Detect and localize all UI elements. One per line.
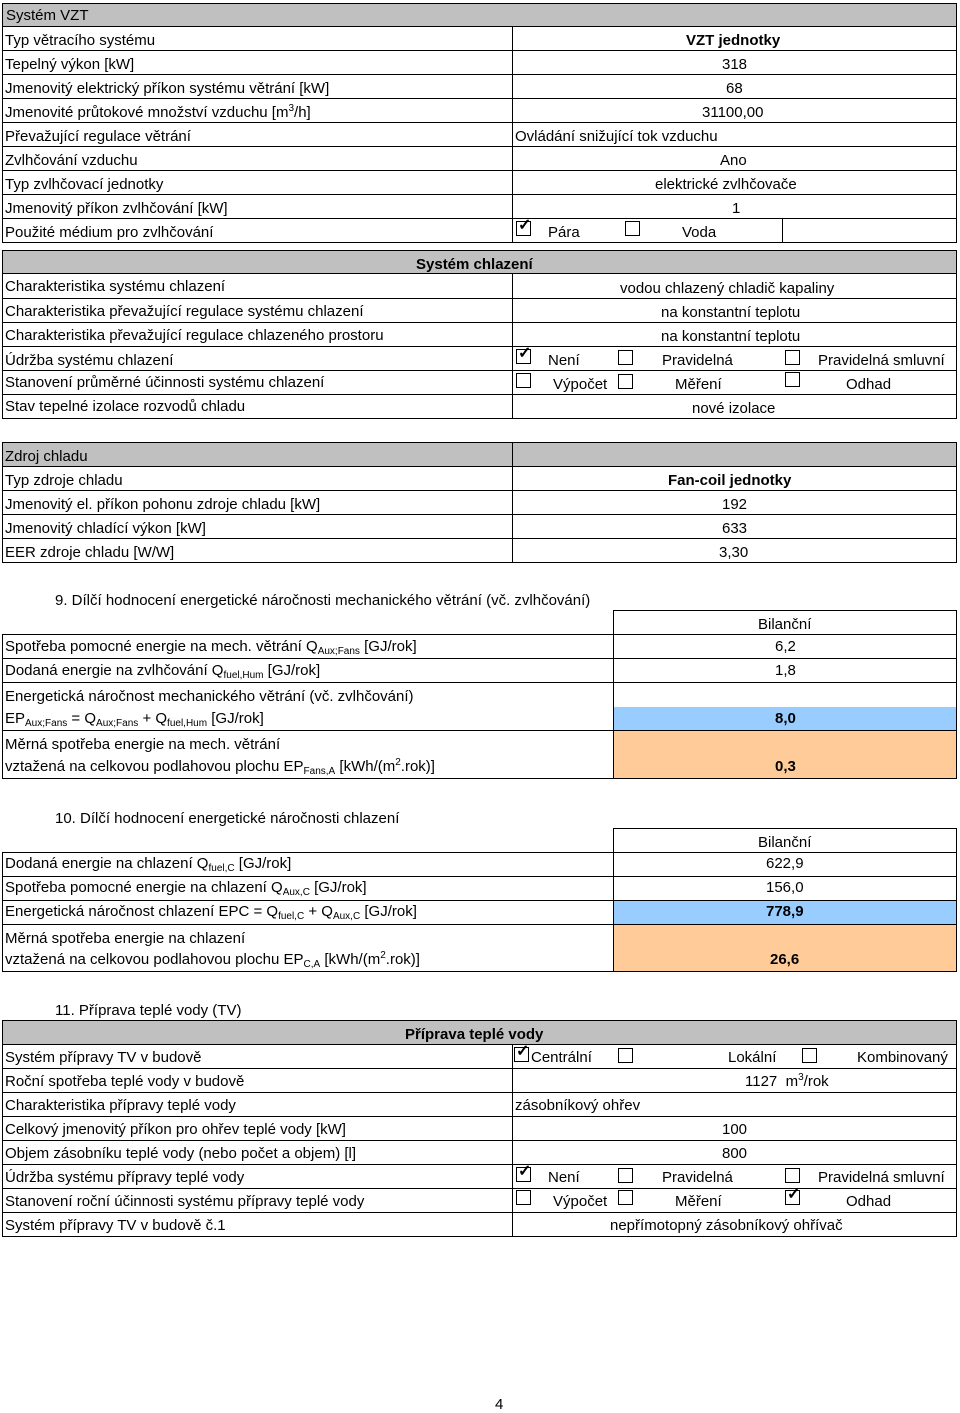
tv-label: Charakteristika přípravy teplé vody (5, 1097, 236, 1114)
vzt-value: VZT jednotky (686, 32, 781, 49)
vzt-value: Ano (720, 152, 747, 169)
checkbox-neni[interactable]: ✓ (518, 1163, 532, 1180)
sec10-total-value: 778,9 (766, 903, 804, 920)
vzt-label: Jmenovitý elektrický příkon systému větrání [kW] (5, 80, 330, 97)
vzt-label: Tepelný výkon [kW] (5, 56, 135, 73)
checkbox-mereni[interactable] (618, 374, 633, 389)
option-label: Měření (675, 1193, 722, 1210)
source-label: Jmenovitý chladící výkon [kW] (5, 520, 206, 537)
checkbox-pravidelna[interactable] (618, 350, 633, 365)
option-label: Odhad (846, 1193, 892, 1210)
page-number: 4 (495, 1396, 504, 1413)
vzt-label: Použité médium pro zvlhčování (5, 224, 214, 241)
cooling-label: Charakteristika systému chlazení (5, 278, 226, 295)
cooling-label: Stav tepelné izolace rozvodů chladu (5, 398, 246, 415)
sec9-label: Dodaná energie na zvlhčování $Q_{fuel,Hum}$ [GJ/rok] (5, 662, 321, 681)
section-heading: 10. Dílčí hodnocení energetické náročnosti chlazení (55, 810, 400, 827)
tv-value: 1127 $m^3$/rok (745, 1072, 829, 1090)
col-header: Bilanční (758, 616, 812, 633)
tv-label: Systém přípravy TV v budově č.1 (5, 1217, 226, 1234)
checkbox-vypocet[interactable] (516, 373, 531, 388)
option-label: Pravidelná smluvní (818, 352, 945, 369)
vzt-value: elektrické zvlhčovače (655, 176, 797, 193)
option-label: Není (548, 1169, 580, 1186)
cooling-label: Údržba systému chlazení (5, 352, 174, 369)
tv-label: Údržba systému přípravy teplé vody (5, 1169, 245, 1186)
option-label: Pravidelná (662, 352, 733, 369)
option-label: Lokální (728, 1049, 777, 1066)
vzt-label: Převažující regulace větrání (5, 128, 191, 145)
vzt-value: Ovládání snižující tok vzduchu (515, 128, 718, 145)
checkbox-pravidelna-smluvni[interactable] (785, 1168, 800, 1183)
sec9-label: Energetická náročnost mechanického větrání (vč. zvlhčování) (5, 688, 414, 705)
tv-label: Systém přípravy TV v budově (5, 1049, 202, 1066)
checkbox-odhad[interactable]: ✓ (787, 1186, 801, 1203)
sec9-total-value: 8,0 (775, 710, 796, 727)
source-value: 192 (722, 496, 748, 513)
tv-value: 100 (722, 1121, 748, 1138)
checkbox-para[interactable]: ✓ (518, 217, 532, 234)
source-value: Fan-coil jednotky (668, 472, 792, 489)
option-label: Pravidelná (662, 1169, 733, 1186)
sec9-label: Měrná spotřeba energie na mech. větrání (5, 736, 281, 753)
tv-label: Celkový jmenovitý příkon pro ohřev teplé vody [kW] (5, 1121, 346, 1138)
cooling-label: Stanovení průměrné účinnosti systému chlazení (5, 374, 325, 391)
sec9-label: vztažená na celkovou podlahovou plochu $EP_{Fans,A}$ $[kWh/(m^2.rok)]$ (5, 757, 435, 777)
sec9-value: 6,2 (775, 638, 796, 655)
tv-value: 800 (722, 1145, 748, 1162)
vzt-value: 31100,00 (702, 104, 764, 121)
option-label: Výpočet (553, 1193, 608, 1210)
option-label: Voda (682, 224, 717, 241)
sec10-label: Měrná spotřeba energie na chlazení (5, 930, 246, 947)
cooling-label: Charakteristika převažující regulace systému chlazení (5, 303, 364, 320)
tv-title: Příprava teplé vody (405, 1026, 544, 1043)
checkbox-pravidelna-smluvni[interactable] (785, 350, 800, 365)
sec10-value: 156,0 (766, 879, 804, 896)
vzt-label: Jmenovitý příkon zvlhčování [kW] (5, 200, 228, 217)
col-header: Bilanční (758, 834, 812, 851)
tv-value: nepřímotopný zásobníkový ohřívač (610, 1217, 843, 1234)
sec9-label: Spotřeba pomocné energie na mech. větrání $Q_{Aux;Fans}$ [GJ/rok] (5, 638, 417, 657)
option-label: Odhad (846, 376, 892, 393)
sec10-label: Spotřeba pomocné energie na chlazení $Q_{Aux,C}$ [GJ/rok] (5, 879, 367, 898)
source-title-bar (2, 442, 957, 467)
vzt-label: Typ zvlhčovací jednotky (5, 176, 164, 193)
vzt-value: 68 (726, 80, 743, 97)
vzt-title-bar (2, 3, 957, 27)
source-label: Typ zdroje chladu (5, 472, 123, 489)
vzt-label: Jmenovité průtokové množství vzduchu $[m^3/h]$ (5, 103, 311, 121)
cooling-label: Charakteristika převažující regulace chlazeného prostoru (5, 327, 384, 344)
sec9-specific-value: 0,3 (775, 758, 796, 775)
source-title: Zdroj chladu (5, 448, 88, 465)
checkbox-pravidelna[interactable] (618, 1168, 633, 1183)
vzt-label: Typ větracího systému (5, 32, 156, 49)
option-label: Měření (675, 376, 722, 393)
checkbox-odhad[interactable] (785, 372, 800, 387)
vzt-value: 1 (732, 200, 741, 217)
sec10-value: 622,9 (766, 855, 804, 872)
checkbox-mereni[interactable] (618, 1190, 633, 1205)
cooling-value: na konstantní teplotu (661, 328, 801, 345)
option-label: Pára (548, 224, 580, 241)
checkbox-kombinovany[interactable] (802, 1048, 817, 1063)
option-label: Výpočet (553, 376, 608, 393)
tv-value: zásobníkový ohřev (515, 1097, 641, 1114)
sec10-label: Dodaná energie na chlazení $Q_{fuel,C}$ [GJ/rok] (5, 855, 292, 874)
vzt-label: Zvlhčování vzduchu (5, 152, 138, 169)
option-label: Centrální (531, 1049, 592, 1066)
source-value: 633 (722, 520, 748, 537)
sec9-value: 1,8 (775, 662, 796, 679)
tv-label: Roční spotřeba teplé vody v budově (5, 1073, 245, 1090)
tv-label: Objem zásobníku teplé vody (nebo počet a objem) [l] (5, 1145, 357, 1162)
checkbox-voda[interactable] (625, 221, 640, 236)
checkbox-centralni[interactable]: ✓ (516, 1043, 530, 1060)
checkbox-vypocet[interactable] (516, 1190, 531, 1205)
vzt-value: 318 (722, 56, 748, 73)
cooling-title: Systém chlazení (416, 256, 533, 273)
source-value: 3,30 (719, 544, 749, 561)
cooling-value: na konstantní teplotu (661, 304, 801, 321)
sec10-label: vztažená na celkovou podlahovou plochu $EP_{C,A}$ $[kWh/(m^2.rok)]$ (5, 950, 420, 970)
sec9-formula: $EP_{Aux;Fans} = Q_{Aux;Fans} + Q_{fuel,Hum}$ [GJ/rok] (5, 710, 264, 729)
sec10-specific-value: 26,6 (770, 951, 800, 968)
section-heading: 9. Dílčí hodnocení energetické náročnosti mechanického větrání (vč. zvlhčování) (55, 592, 591, 609)
cooling-value: nové izolace (692, 400, 776, 417)
source-label: EER zdroje chladu [W/W] (5, 544, 175, 561)
checkbox-lokalni[interactable] (618, 1048, 633, 1063)
vzt-title: Systém VZT (6, 7, 89, 24)
checkbox-neni[interactable]: ✓ (518, 345, 532, 362)
option-label: Není (548, 352, 580, 369)
tv-label: Stanovení roční účinnosti systému přípravy teplé vody (5, 1193, 365, 1210)
cooling-value: vodou chlazený chladič kapaliny (620, 280, 835, 297)
option-label: Pravidelná smluvní (818, 1169, 945, 1186)
sec10-formula: Energetická náročnost chlazení EPC = $Q_{fuel,C} + Q_{Aux,C}$ [GJ/rok] (5, 903, 417, 922)
option-label: Kombinovaný (857, 1049, 948, 1066)
source-label: Jmenovitý el. příkon pohonu zdroje chladu [kW] (5, 496, 321, 513)
section-heading: 11. Příprava teplé vody (TV) (55, 1002, 242, 1019)
